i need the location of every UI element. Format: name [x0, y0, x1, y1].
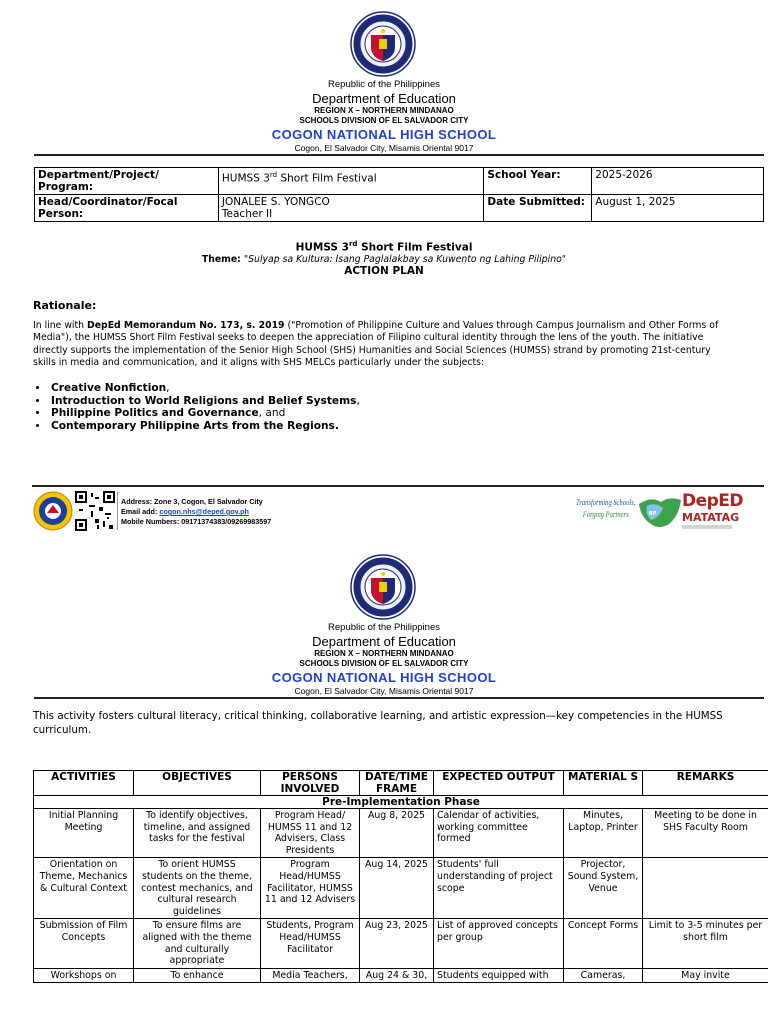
rationale-heading: Rationale:: [33, 299, 97, 312]
objective-cell: To ensure films are aligned with the theme and culturally appropriate: [134, 919, 261, 968]
table-row: [34, 919, 768, 968]
output-cell: Students' full understanding of project scope: [434, 858, 564, 919]
header-divider: [34, 154, 764, 156]
school-address: Cogon, El Salvador City, Misamis Oriental 9017: [294, 143, 474, 153]
footer-separator: [117, 492, 118, 530]
table-row: [35, 195, 764, 222]
school-logo: [33, 491, 73, 531]
output-cell: Students equipped with: [434, 968, 564, 983]
action-plan-heading: ACTION PLAN: [344, 265, 424, 277]
qr-code-icon: [75, 491, 115, 531]
list-item: • Creative Nonfiction,: [49, 382, 360, 395]
date-cell: Aug 8, 2025: [360, 809, 434, 858]
republic-line: Republic of the Philippines: [328, 622, 440, 633]
table-row: [34, 968, 768, 983]
phase-row: [34, 796, 768, 809]
list-item: • Philippine Politics and Governance, and: [49, 407, 360, 420]
materials-cell: Projector, Sound System, Venue: [564, 858, 643, 919]
column-header: REMARKS: [643, 771, 768, 796]
document-title: HUMSS 3rd Short Film Festival: [295, 240, 473, 254]
subjects-list: [33, 382, 360, 432]
column-header: OBJECTIVES: [134, 771, 261, 796]
deped-seal-logo: [350, 554, 416, 620]
table-row: [35, 168, 764, 195]
table-row: [34, 809, 768, 858]
persons-cell: Media Teachers,: [261, 968, 360, 983]
footer-divider: [32, 485, 764, 487]
competency-paragraph: This activity fosters cultural literacy, critical thinking, collaborative learning, and artistic expression—key competencies in the HUMSS curriculum.: [33, 710, 723, 736]
dept-label: Department/Project/ Program:: [35, 168, 219, 195]
phase-label: Pre-Implementation Phase: [34, 796, 768, 809]
department-line: Department of Education: [312, 634, 456, 649]
deped-wordmark: DepED: [682, 491, 744, 511]
footer-address: Address: Zone 3, Cogon, El Salvador City: [121, 497, 263, 506]
school-address: Cogon, El Salvador City, Misamis Oriental 9017: [294, 686, 474, 696]
email-link[interactable]: cogon.nhs@deped.gov.ph: [159, 507, 249, 516]
matatag-tagline: [682, 525, 732, 529]
date-submitted-label: Date Submitted:: [484, 195, 592, 222]
matatag-wordmark: MATATAG: [682, 511, 740, 524]
remarks-cell: [643, 858, 768, 919]
list-item: • Introduction to World Religions and Belief Systems,: [49, 395, 360, 408]
date-cell: Aug 23, 2025: [360, 919, 434, 968]
activity-cell: Submission of Film Concepts: [34, 919, 134, 968]
header-divider: [34, 697, 764, 699]
project-info-table: [34, 167, 764, 222]
rationale-paragraph: In line with DepEd Memorandum No. 173, s. 2019 ("Promotion of Philippine Culture and Values through Campus Journalism and Other Forms of Media"), the HUMSS Short Film Festival seeks to deepen the appreciation of Filipino cultural identity through the lens of the youth. The initiative directly supports the implementation of the Senior High School (SHS) Humanities and Social Sciences (HUMSS) strand by promoting 21st-century skills in media and communication, and it aligns with SHS MELCs particularly under the subjects:: [33, 320, 719, 368]
column-header: MATERIAL S: [564, 771, 643, 796]
theme-line: Theme: "Sulyap sa Kultura: Isang Paglalakbay sa Kuwento ng Lahing Pilipino": [201, 254, 567, 265]
objective-cell: To orient HUMSS students on the theme, contest mechanics, and cultural research guidelines: [134, 858, 261, 919]
objective-cell: To enhance: [134, 968, 261, 983]
school-name: COGON NATIONAL HIGH SCHOOL: [271, 670, 497, 685]
footer-contact: [121, 497, 271, 527]
bagong-pilipinas-logo: [637, 494, 683, 532]
table-header-row: [34, 771, 768, 796]
republic-line: Republic of the Philippines: [328, 79, 440, 90]
region-line: REGION X – NORTHERN MINDANAO: [314, 649, 454, 658]
department-line: Department of Education: [312, 91, 456, 106]
footer-email: Email add: cogon.nhs@deped.gov.ph: [121, 507, 249, 516]
remarks-cell: Limit to 3-5 minutes per short film: [643, 919, 768, 968]
persons-cell: Program Head/ HUMSS 11 and 12 Advisers, Class Presidents: [261, 809, 360, 858]
footer-mobile: Mobile Numbers: 09171374383/09269983597: [121, 517, 272, 526]
remarks-cell: May invite: [643, 968, 768, 983]
materials-cell: Minutes, Laptop, Printer: [564, 809, 643, 858]
objective-cell: To identify objectives, timeline, and assigned tasks for the festival: [134, 809, 261, 858]
date-cell: Aug 24 & 30,: [360, 968, 434, 983]
list-item: • Contemporary Philippine Arts from the Regions.: [49, 420, 360, 433]
region-line: REGION X – NORTHERN MINDANAO: [314, 106, 454, 115]
school-name: COGON NATIONAL HIGH SCHOOL: [271, 127, 497, 142]
activity-cell: Initial Planning Meeting: [34, 809, 134, 858]
school-year-value: 2025-2026: [592, 168, 764, 195]
deped-seal-logo: [350, 11, 416, 77]
date-submitted-value: August 1, 2025: [592, 195, 764, 222]
dept-value: HUMSS 3rd Short Film Festival: [218, 168, 483, 195]
head-label: Head/Coordinator/Focal Person:: [35, 195, 219, 222]
transforming-schools-logo: Transforming Schools, Forging Partners: [576, 498, 636, 519]
materials-cell: Concept Forms: [564, 919, 643, 968]
persons-cell: Students, Program Head/HUMSS Facilitator: [261, 919, 360, 968]
column-header: DATE/TIME FRAME: [360, 771, 434, 796]
svg-text:BP: BP: [649, 511, 657, 517]
action-plan-table: [33, 770, 768, 983]
head-value: JONALEE S. YONGCO Teacher II: [218, 195, 483, 222]
persons-cell: Program Head/HUMSS Facilitator, HUMSS 11 and 12 Advisers: [261, 858, 360, 919]
column-header: PERSONS INVOLVED: [261, 771, 360, 796]
remarks-cell: Meeting to be done in SHS Faculty Room: [643, 809, 768, 858]
activity-cell: Workshops on: [34, 968, 134, 983]
column-header: ACTIVITIES: [34, 771, 134, 796]
column-header: EXPECTED OUTPUT: [434, 771, 564, 796]
table-row: [34, 858, 768, 919]
output-cell: Calendar of activities, working committee formed: [434, 809, 564, 858]
school-year-label: School Year:: [484, 168, 592, 195]
activity-cell: Orientation on Theme, Mechanics & Cultural Context: [34, 858, 134, 919]
output-cell: List of approved concepts per group: [434, 919, 564, 968]
division-line: SCHOOLS DIVISION OF EL SALVADOR CITY: [299, 116, 469, 125]
division-line: SCHOOLS DIVISION OF EL SALVADOR CITY: [299, 659, 469, 668]
materials-cell: Cameras,: [564, 968, 643, 983]
date-cell: Aug 14, 2025: [360, 858, 434, 919]
